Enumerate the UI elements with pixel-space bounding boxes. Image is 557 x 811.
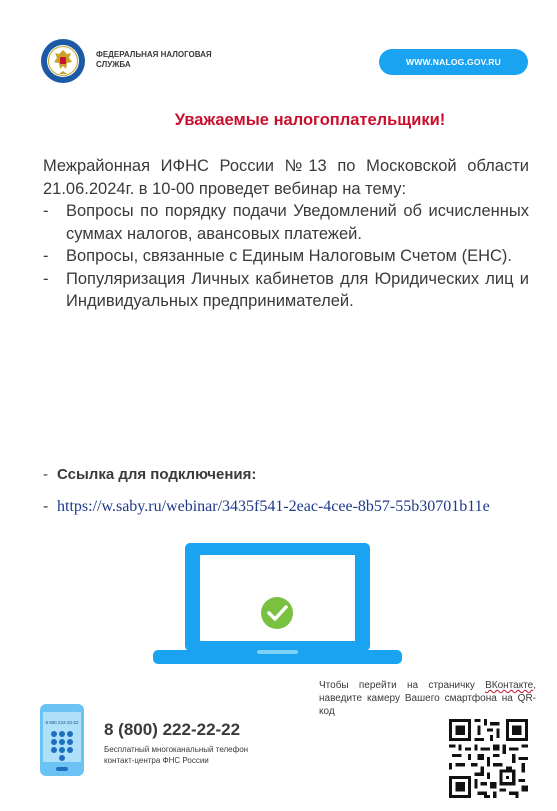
- intro-text: Межрайонная ИФНС России №13 по Московской области 21.06.2024г. в 10-00 проведет вебинар на тему:: [43, 157, 529, 198]
- fns-emblem-icon: [40, 38, 86, 84]
- webinar-link[interactable]: https://w.saby.ru/webinar/3435f541-2eac-4cee-8b57-55b30701b11e: [57, 498, 490, 515]
- phone-keypad-icon: [40, 704, 84, 776]
- topic-item: - Вопросы по порядку подачи Уведомлений об исчисленных суммах налогов, авансовых платежей.: [43, 202, 529, 243]
- link-label: - Ссылка для подключения:: [43, 466, 257, 483]
- greeting-title: Уважаемые налогоплательщики!: [174, 111, 446, 129]
- topic-item: - Вопросы, связанные с Единым Налоговым Счетом (ЕНС).: [43, 247, 512, 265]
- topic-list: [43, 200, 529, 313]
- topic-item: - Популяризация Личных кабинетов для Юридических лиц и Индивидуальных предпринимателей.: [43, 269, 529, 310]
- hotline-description: Бесплатный многоканальный телефон контакт-центра ФНС России: [104, 745, 249, 765]
- qr-code-icon[interactable]: [449, 719, 528, 798]
- site-link-button[interactable]: WWW.NALOG.GOV.RU: [379, 49, 528, 75]
- qr-instruction: Чтобы перейти на страничку ВКонтакте, наведите камеру Вашего смартфона на QR-код: [319, 680, 537, 717]
- webinar-link-row: - https://w.saby.ru/webinar/3435f541-2eac-4cee-8b57-55b30701b11e: [43, 496, 503, 518]
- hotline-number[interactable]: 8 (800) 222-22-22: [104, 720, 241, 739]
- laptop-checkmark-icon: [153, 541, 402, 666]
- phone-screen-text: 8 800 222-22-22: [45, 720, 79, 725]
- org-name: ФЕДЕРАЛЬНАЯ НАЛОГОВАЯ СЛУЖБА: [96, 50, 212, 69]
- vk-link[interactable]: ВКонтакте: [485, 680, 534, 691]
- announcement-body: [43, 155, 529, 313]
